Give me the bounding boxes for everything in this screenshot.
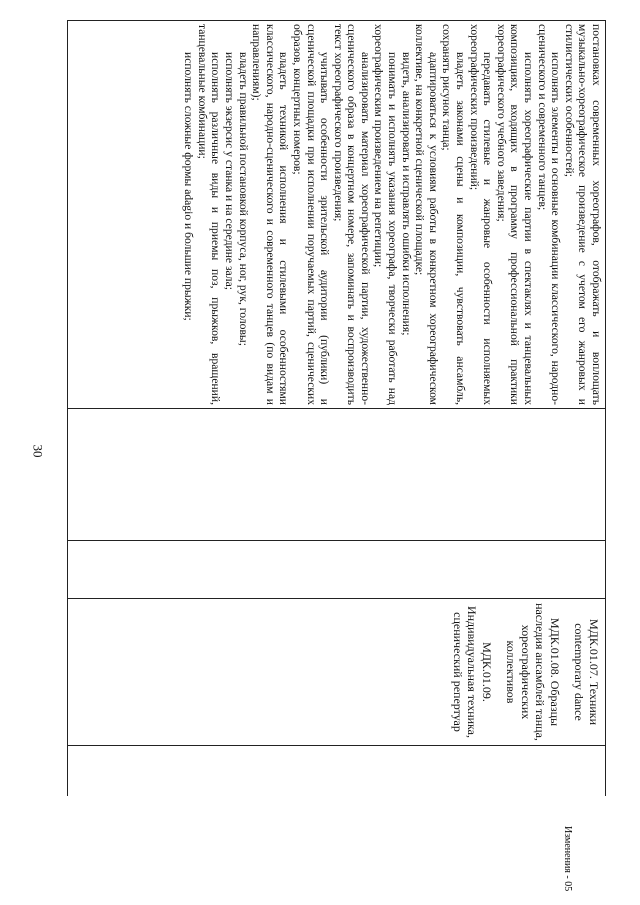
revision-mark: Изменения - 05 xyxy=(562,826,573,892)
empty-cell-c xyxy=(68,541,606,599)
skill-item: исполнять экзерсис у станка и на середине зала; xyxy=(222,52,236,290)
empty-cell-b xyxy=(68,409,606,541)
skills-list xyxy=(182,24,605,405)
skill-item: владеть техникой исполнения и стилевыми особенностями классического, народно-сценического и современного танцев (по видам и направлениям); xyxy=(250,24,291,405)
module-0707: МДК.01.07. Техники contemporary dance xyxy=(572,619,601,725)
skill-item: исполнять хореографические партии в спектаклях и танцевальных композициях, входящих в программу профессиональной практики хореографического учебного заведения; xyxy=(494,24,536,405)
skill-item: передавать стилевые и жанровые особенности исполняемых хореографических произведений; xyxy=(467,24,495,405)
content-table-wrapper xyxy=(67,20,606,796)
empty-cell-e xyxy=(68,746,606,797)
skill-item: понимать и исполнять указания хореографа, творчески работать над хореографическим произведением на репетиции; xyxy=(372,24,400,405)
module-0709: МДК.01.09. Индивидуальная техника, сценический репертуар xyxy=(451,605,494,739)
skill-item: исполнять сложные формы adagio и большие прыжки; xyxy=(182,52,196,321)
skill-item: учитывать особенности зрительской аудитории (публики) и сценической площадки при исполнении поручаемых партий, сценических образов, концертных номеров; xyxy=(290,24,332,405)
content-table-rotated xyxy=(67,20,606,796)
modules-cell xyxy=(68,599,606,746)
page-number: 30 xyxy=(30,444,46,458)
skill-item: адаптироваться к условиям работы в конкретном хореографическом коллективе, на конкретной сценической площадке; xyxy=(413,24,440,405)
skill-item: владеть законами сцены и композиции, чувствовать ансамбль, сохранять рисунок танца; xyxy=(440,24,468,405)
skill-item: постановках современных хореографов, отображать и воплощать музыкально-хореографическое произведение с учетом его жанровых и стилистических особенностей; xyxy=(562,24,603,405)
skill-item: исполнять элементы и основные комбинации классического, народно-сценического и современного танцев; xyxy=(535,24,563,405)
skill-item: анализировать материал хореографической партии, художественно-сценического образа в концертном номере, запоминать и воспроизводить текст хореографического произведения; xyxy=(331,24,372,405)
skills-cell xyxy=(68,21,606,409)
skill-item: владеть правильной постановкой корпуса, ног, рук, головы; xyxy=(236,52,250,346)
skill-item: видеть, анализировать и исправлять ошибки исполнения; xyxy=(399,52,413,336)
module-0708: МДК.01.08. Образцы наследия ансамблей танца, хореографических коллективов xyxy=(504,603,562,741)
content-table xyxy=(67,20,606,796)
skill-item: исполнять различные виды и приемы поз, прыжков, вращений, танцевальные комбинации; xyxy=(195,24,223,405)
